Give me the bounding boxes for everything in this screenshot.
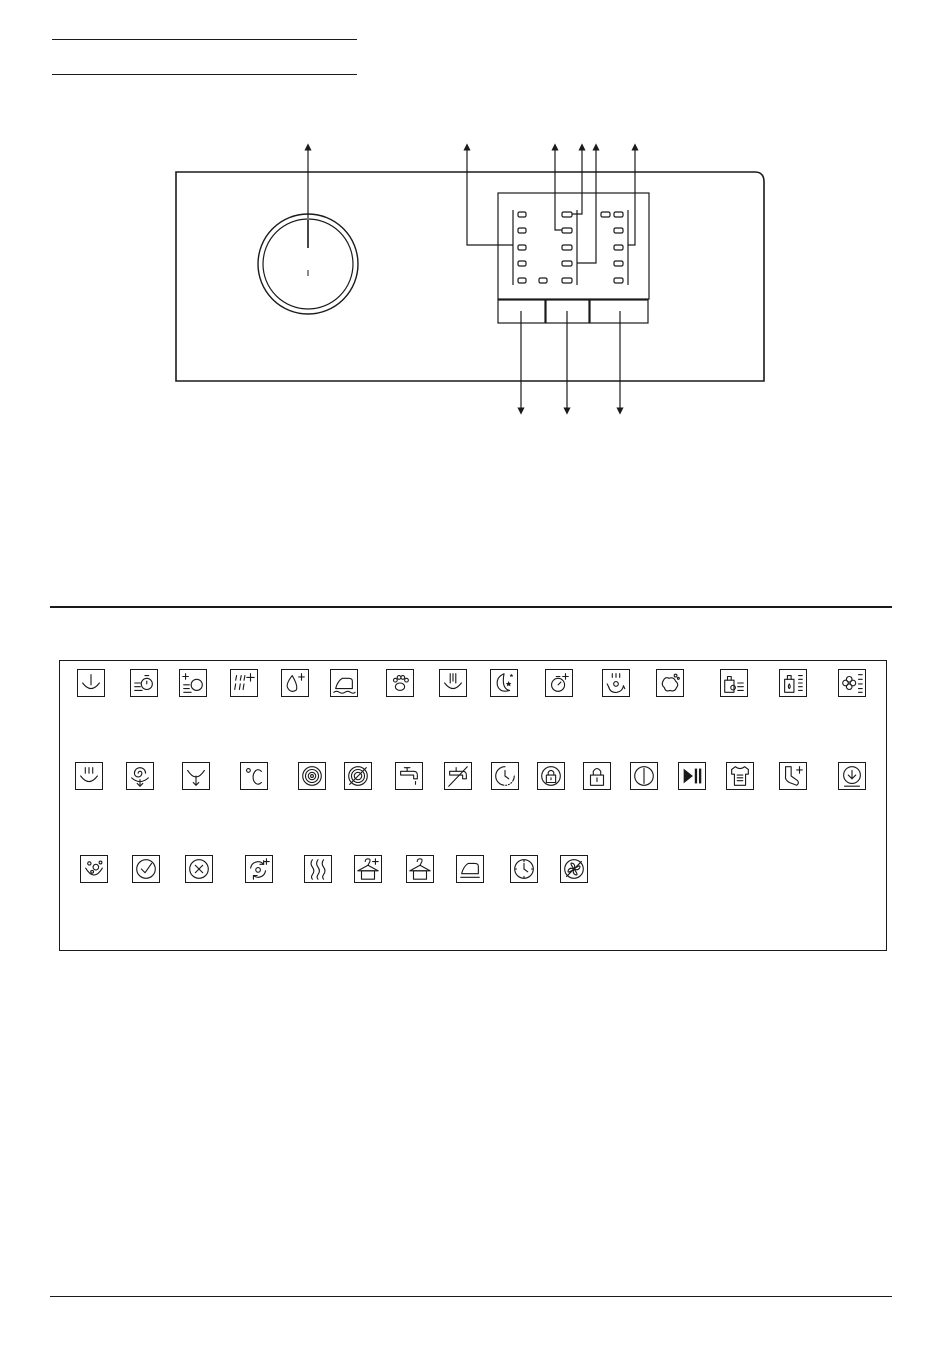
symbols-legend-frame xyxy=(59,660,887,951)
stain-icon xyxy=(656,669,684,697)
no-water-icon xyxy=(444,762,472,790)
spin-icon xyxy=(298,762,326,790)
check-icon xyxy=(132,855,160,883)
child-lock-icon xyxy=(583,762,611,790)
steam-icon xyxy=(75,762,103,790)
spin-drain-icon xyxy=(126,762,154,790)
start-pause-icon xyxy=(678,762,706,790)
section-divider xyxy=(50,606,892,608)
power-icon xyxy=(630,762,658,790)
temperature-icon xyxy=(240,762,268,790)
hanger-icon xyxy=(406,855,434,883)
button-right-outline xyxy=(590,300,648,323)
no-spin-icon xyxy=(344,762,372,790)
cancel-icon xyxy=(185,855,213,883)
download-icon xyxy=(838,762,866,790)
extra-quick-icon xyxy=(179,669,207,697)
night-mode-icon xyxy=(490,669,518,697)
clock-icon xyxy=(510,855,538,883)
drain-icon xyxy=(182,762,210,790)
extra-water-icon xyxy=(281,669,309,697)
time-delay-plus-icon xyxy=(545,669,573,697)
bubbles-drum-icon xyxy=(80,855,108,883)
steam-refresh-icon xyxy=(602,669,630,697)
heat-icon xyxy=(304,855,332,883)
control-panel-diagram xyxy=(0,0,950,430)
tap-icon xyxy=(395,762,423,790)
shirt-icon xyxy=(726,762,754,790)
prewash-icon xyxy=(77,669,105,697)
sock-plus-icon xyxy=(779,762,807,790)
detergent-liquid-icon xyxy=(779,669,807,697)
detergent-powder-icon xyxy=(720,669,748,697)
extra-rinse-icon xyxy=(230,669,258,697)
footer-rule xyxy=(50,1296,892,1297)
iron-dry-icon xyxy=(456,855,484,883)
delay-timer-icon xyxy=(491,762,519,790)
hand-wash-icon xyxy=(439,669,467,697)
quick-wash-icon xyxy=(130,669,158,697)
door-lock-progress-icon xyxy=(537,762,565,790)
fan-off-icon xyxy=(560,855,588,883)
hanger-plus-icon xyxy=(354,855,382,883)
easy-iron-icon xyxy=(330,669,358,697)
refresh-plus-icon xyxy=(245,855,273,883)
softener-icon xyxy=(838,669,866,697)
pet-hair-icon xyxy=(386,669,414,697)
